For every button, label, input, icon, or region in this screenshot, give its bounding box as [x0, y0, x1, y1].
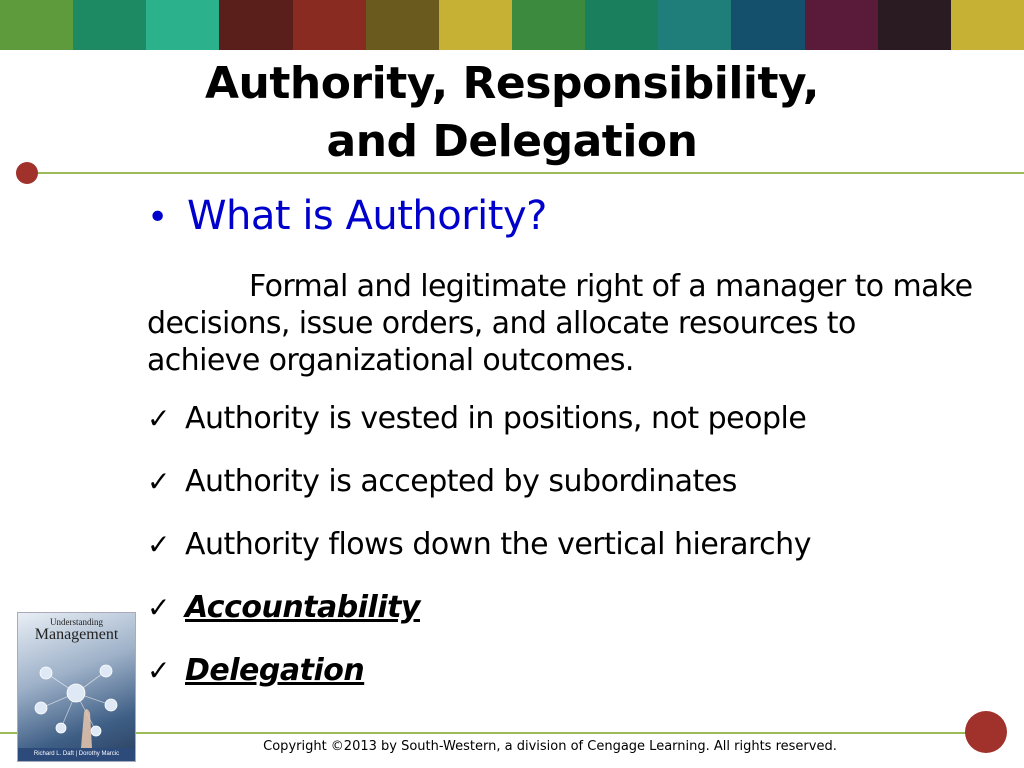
check-item-label: Authority is vested in positions, not people: [185, 401, 807, 436]
check-item-label: Delegation: [185, 653, 365, 688]
check-item-delegation: [147, 651, 977, 690]
checklist: [147, 399, 977, 690]
stripe-segment: [658, 0, 731, 50]
checkmark-icon: ✓: [147, 654, 170, 687]
stripe-segment: [585, 0, 658, 50]
slide-title: [0, 55, 1024, 171]
check-item-accepted: [147, 462, 977, 501]
stripe-segment: [731, 0, 804, 50]
question-text: What is Authority?: [187, 193, 547, 239]
stripe-segment: [439, 0, 512, 50]
book-title-big: Management: [34, 626, 119, 643]
bullet-icon: •: [147, 197, 168, 238]
check-item-accountability: [147, 588, 977, 627]
slide-body: [147, 188, 977, 714]
stripe-segment: [951, 0, 1024, 50]
slide-title-line-1: Authority, Responsibility,: [204, 58, 820, 109]
checkmark-icon: ✓: [147, 591, 170, 624]
network-illustration-icon: [26, 653, 126, 748]
stripe-segment: [219, 0, 292, 50]
stripe-segment: [293, 0, 366, 50]
question-bullet: [147, 188, 977, 246]
slide-title-line-2: and Delegation: [326, 116, 698, 167]
bottom-divider-line: [0, 732, 1000, 734]
top-divider-line: [28, 172, 1024, 174]
stripe-segment: [73, 0, 146, 50]
check-item-positions: [147, 399, 977, 438]
check-item-label: Accountability: [185, 590, 420, 625]
checkmark-icon: ✓: [147, 402, 170, 435]
stripe-segment: [512, 0, 585, 50]
top-color-band: [0, 0, 1024, 50]
book-title-small: Understanding: [50, 617, 103, 627]
book-title: [18, 617, 135, 643]
stripe-segment: [805, 0, 878, 50]
checkmark-icon: ✓: [147, 465, 170, 498]
checkmark-icon: ✓: [147, 528, 170, 561]
stripe-segment: [878, 0, 951, 50]
stripe-segment: [0, 0, 73, 50]
check-item-flows: [147, 525, 977, 564]
check-item-label: Authority flows down the vertical hierarchy: [185, 527, 811, 562]
definition-text: Formal and legitimate right of a manager to make decisions, issue orders, and allocate resources to achieve organizational outcomes.: [147, 269, 973, 378]
stripe-segment: [146, 0, 219, 50]
copyright-footer: Copyright ©2013 by South-Western, a division of Cengage Learning. All rights reserved.: [263, 739, 837, 754]
check-item-label: Authority is accepted by subordinates: [185, 464, 737, 499]
book-authors: Richard L. Daft | Dorothy Marcic: [18, 748, 135, 761]
stripe-segment: [366, 0, 439, 50]
